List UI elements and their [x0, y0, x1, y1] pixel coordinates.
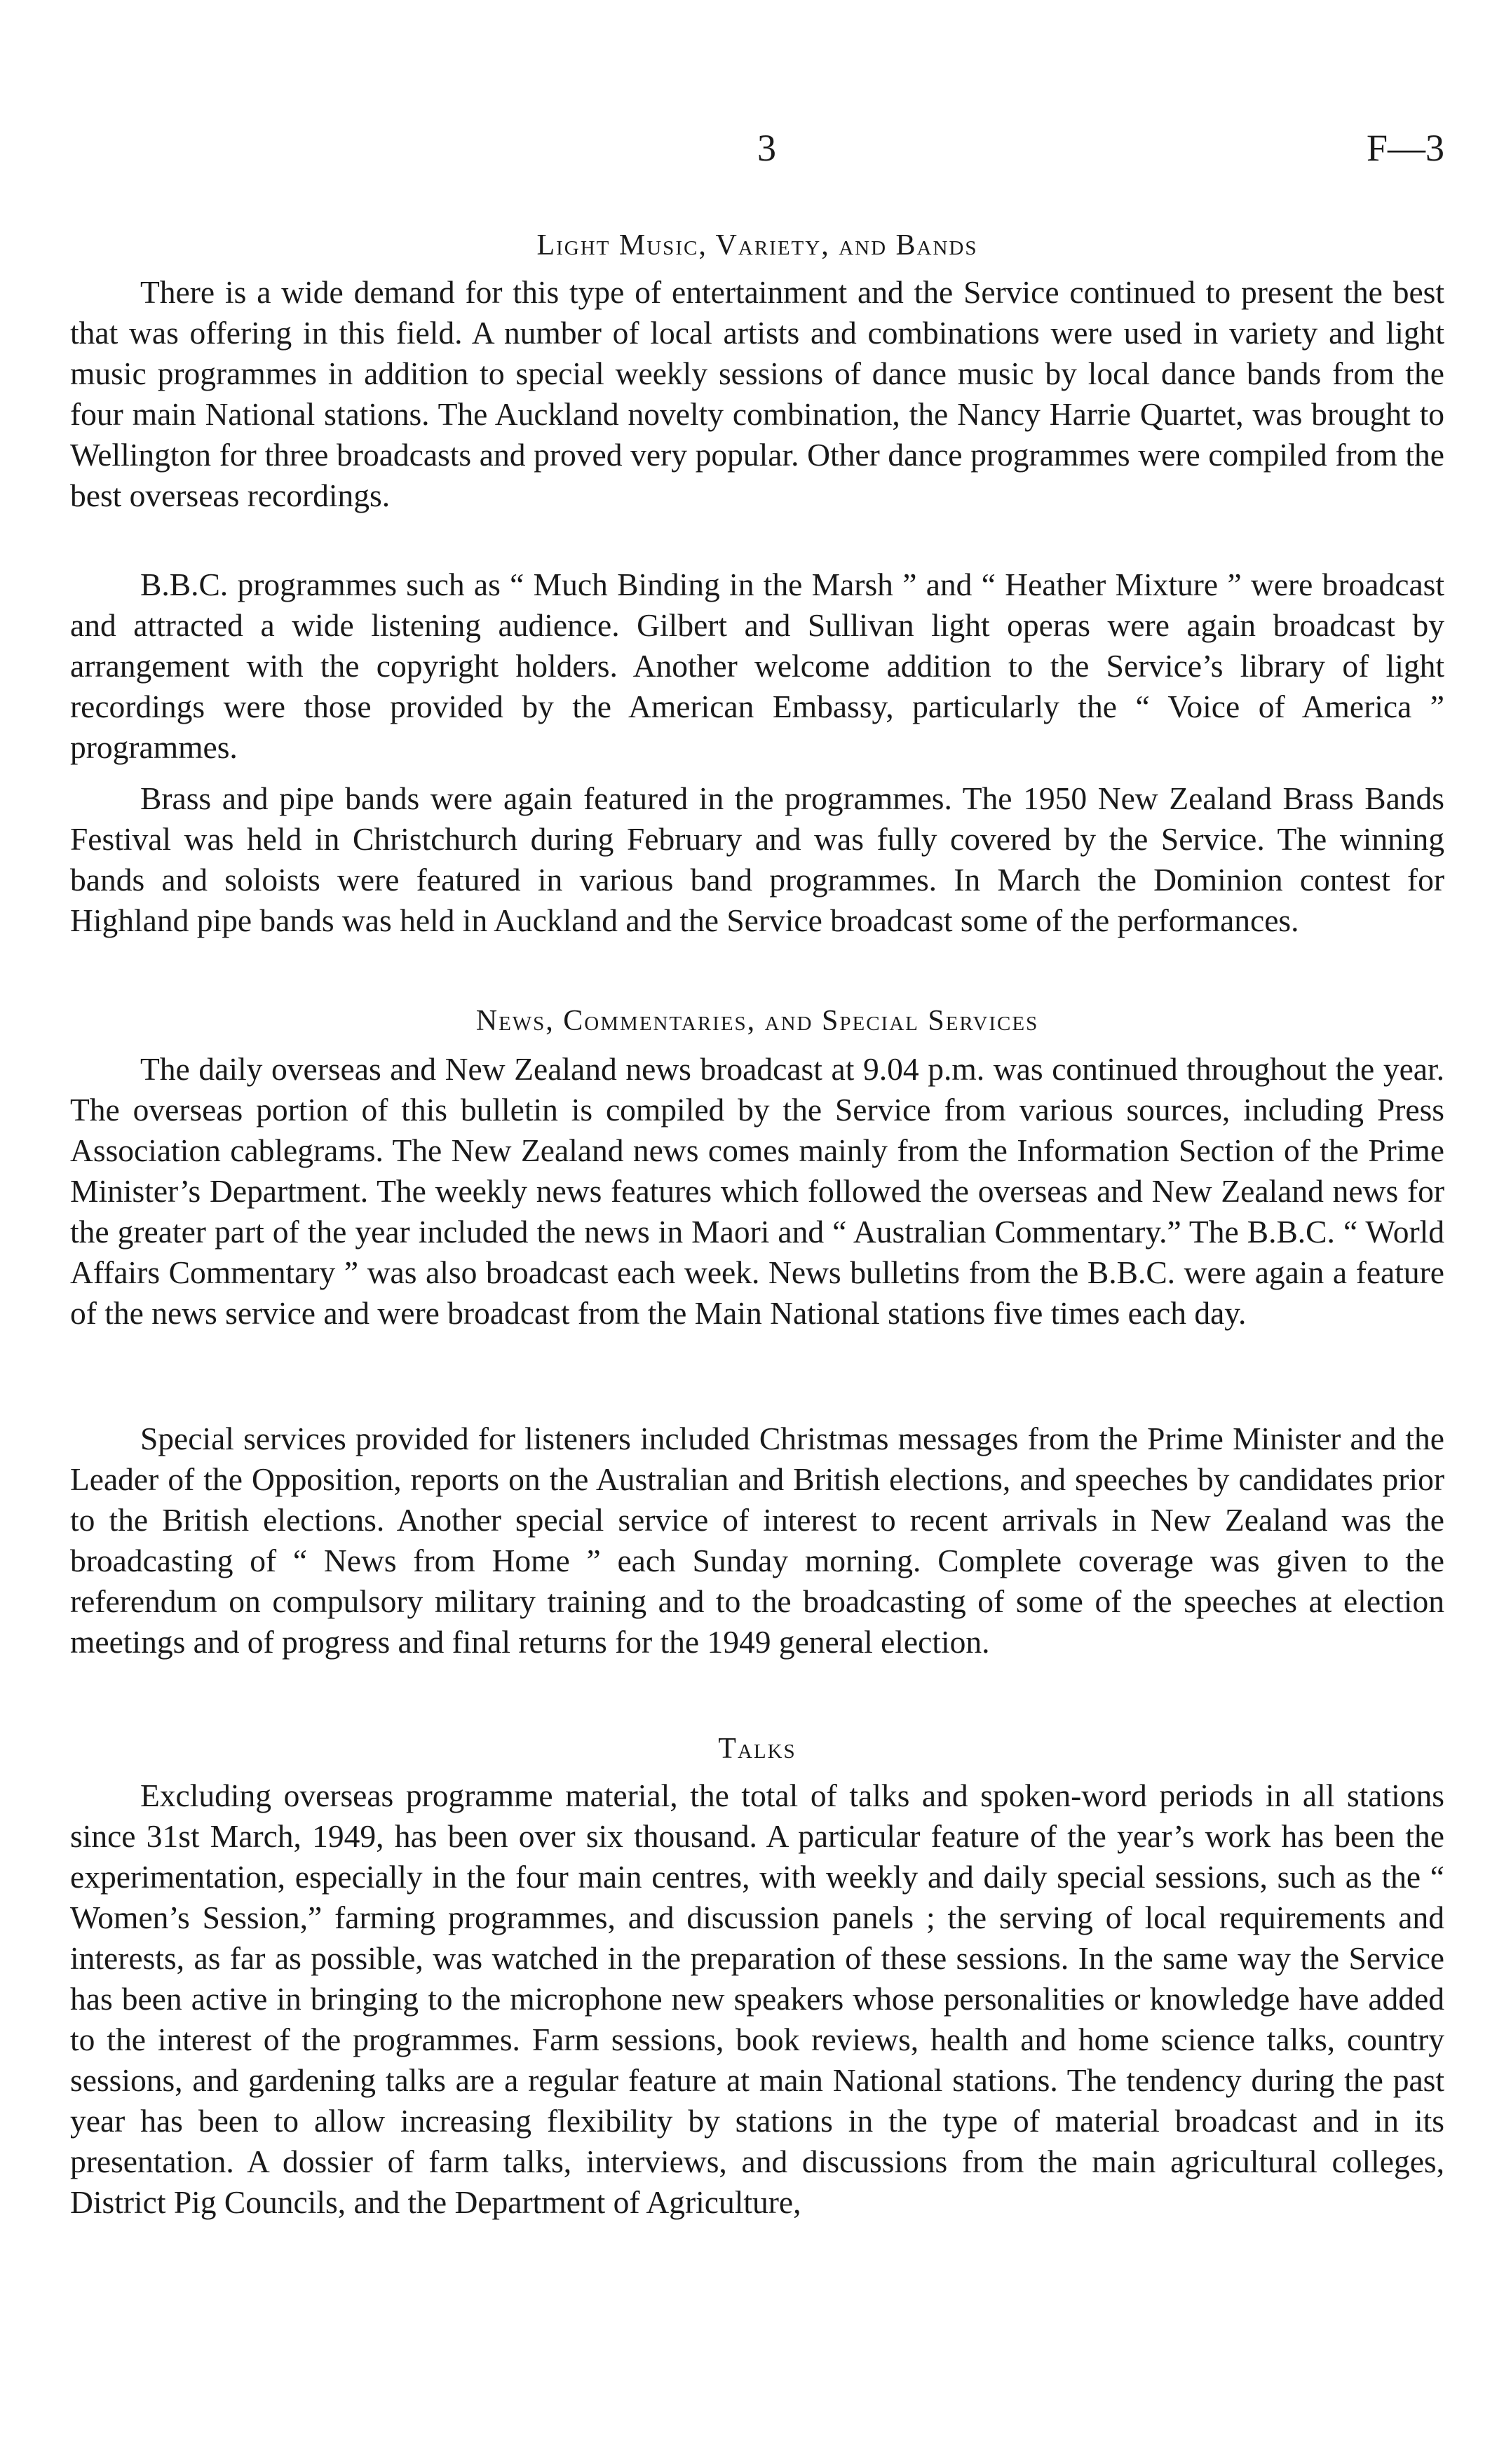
- paragraph: Excluding overseas programme material, the total of talks and spoken-word periods in all stations since 31st March, 1949, has been over six thousand. A particular feature of the year’s work has been the experimentation, especially in the four main centres, with weekly and daily special sessions, such as the “ Women’s Session,” farming programmes, and discussion panels ; the serving of local requirements and interests, as far as possible, was watched in the preparation of these sessions. In the same way the Service has been active in bringing to the microphone new speakers whose personalities or knowledge have added to the interest of the programmes. Farm sessions, book reviews, health and home science talks, country sessions, and gardening talks are a regular feature at main National stations. The tendency during the past year has been to allow increasing flexibility by stations in the type of material broadcast and in its presentation. A dossier of farm talks, interviews, and discussions from the main agricultural colleges, District Pig Councils, and the Department of Agriculture,: [70, 1778, 1444, 2220]
- document-page: [70, 0, 1444, 2464]
- paragraph: There is a wide demand for this type of entertainment and the Service continued to present the best that was offering in this field. A number of local artists and combinations were used in variety and light music programmes in addition to special weekly sessions of dance music by local dance bands from the four main National stations. The Auckland novelty combination, the Nancy Harrie Quartet, was brought to Wellington for three broadcasts and proved very popular. Other dance programmes were compiled from the best overseas recordings.: [70, 274, 1444, 513]
- paragraph: B.B.C. programmes such as “ Much Binding in the Marsh ” and “ Heather Mixture ” were broadcast and attracted a wide listening audience. Gilbert and Sullivan light operas were again broadcast by arrangement with the copyright holders. Another welcome addition to the Service’s library of light recordings were those provided by the American Embassy, particularly the “ Voice of America ” programmes.: [70, 567, 1444, 765]
- section-heading-talks: Talks: [718, 1733, 797, 1765]
- page-number: 3: [757, 127, 776, 169]
- paragraph: Special services provided for listeners included Christmas messages from the Prime Minister and the Leader of the Opposition, reports on the Australian and British elections, and speeches by candidates prior to the British elections. Another special service of interest to recent arrivals in New Zealand was the broadcasting of “ News from Home ” each Sunday morning. Complete coverage was given to the referendum on compulsory military training and to the broadcasting of some of the speeches at election meetings and of progress and final returns for the 1949 general election.: [70, 1421, 1444, 1660]
- paragraph: The daily overseas and New Zealand news broadcast at 9.04 p.m. was continued throughout the year. The overseas portion of this bulletin is compiled by the Service from various sources, including Press Association cablegrams. The New Zealand news comes mainly from the Information Section of the Prime Minister’s Department. The weekly news features which followed the overseas and New Zealand news for the greater part of the year included the news in Maori and “ Australian Commentary.” The B.B.C. “ World Affairs Commentary ” was also broadcast each week. News bulletins from the B.B.C. were again a feature of the news service and were broadcast from the Main National stations five times each day.: [70, 1051, 1444, 1331]
- paragraph: Brass and pipe bands were again featured in the programmes. The 1950 New Zealand Brass Bands Festival was held in Christchurch during February and was fully covered by the Service. The winning bands and soloists were featured in various band programmes. In March the Dominion contest for Highland pipe bands was held in Auckland and the Service broadcast some of the performances.: [70, 780, 1444, 938]
- page-header: [70, 126, 1444, 182]
- section-heading-news: News, Commentaries, and Special Services: [475, 1005, 1039, 1037]
- document-reference: F—3: [1366, 127, 1444, 169]
- section-heading-light-music: Light Music, Variety, and Bands: [536, 229, 978, 262]
